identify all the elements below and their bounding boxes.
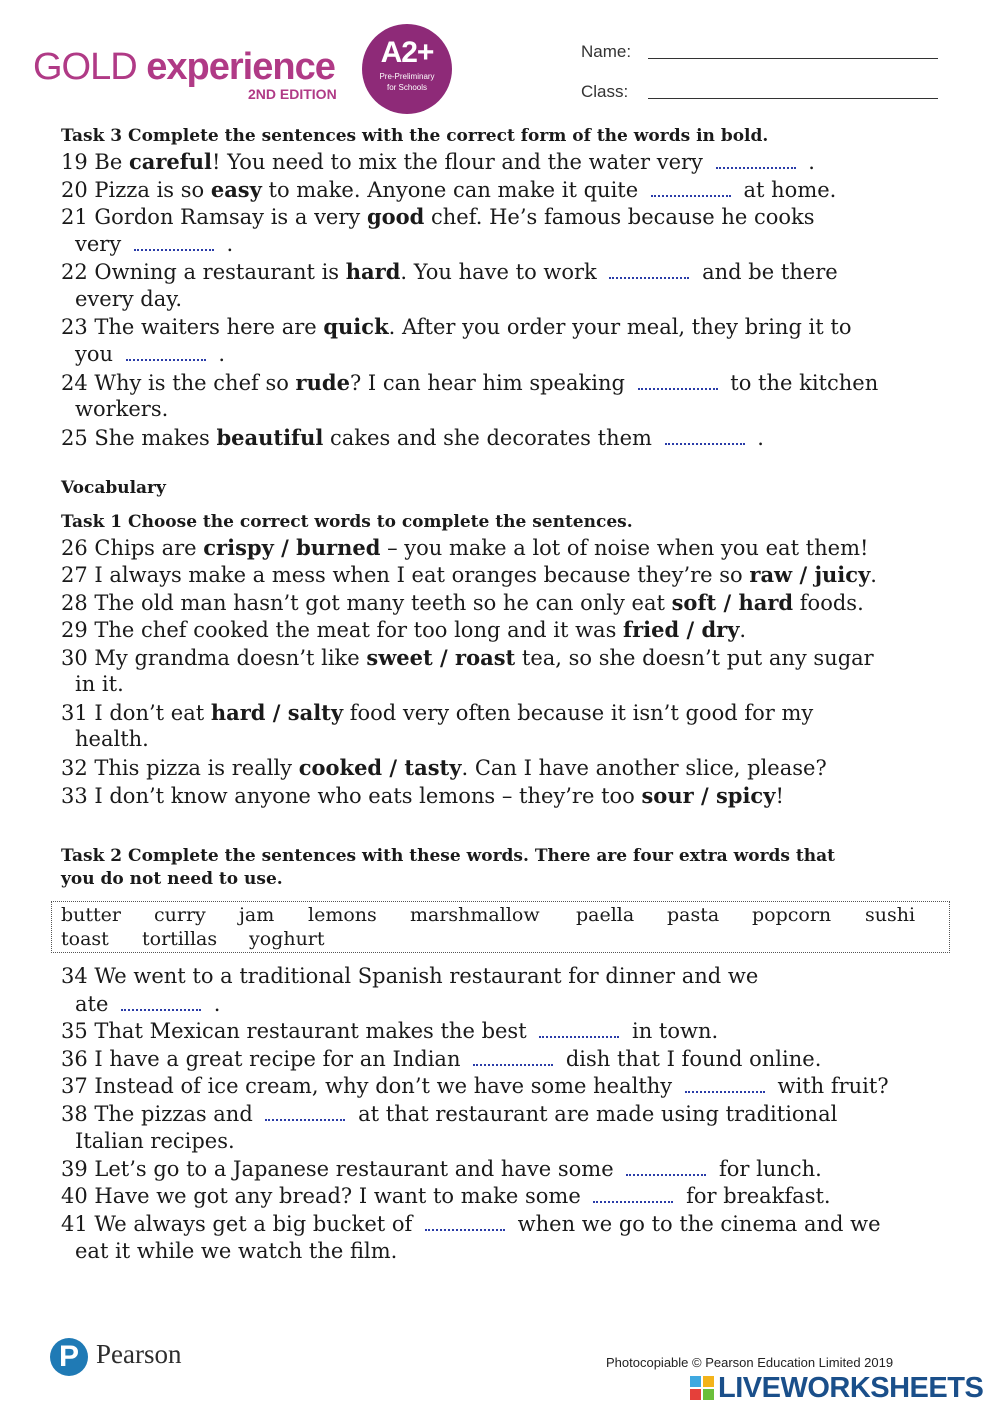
class-label: Class:	[581, 82, 629, 101]
question-21: 21 Gordon Ramsay is a very good chef. He’s famous because he cooks	[61, 204, 815, 229]
option-a[interactable]: sweet	[366, 645, 433, 670]
liveworksheets-logo[interactable]: LIVEWORKSHEETS	[718, 1372, 984, 1404]
option-a[interactable]: cooked	[298, 755, 383, 780]
question-41-cont: eat it while we watch the film.	[75, 1239, 398, 1263]
option-a[interactable]: fried	[623, 617, 680, 642]
question-30: 30 My grandma doesn’t like sweet / roast tea, so she doesn’t put any sugar	[61, 645, 874, 670]
word-bank-item: curry	[154, 904, 206, 926]
option-b[interactable]: spicy	[715, 783, 776, 808]
answer-blank[interactable]	[126, 358, 206, 361]
task1-heading: Task 1 Choose the correct words to complete the sentences.	[61, 512, 633, 532]
gold-experience-logo	[33, 46, 335, 89]
answer-blank[interactable]	[609, 276, 689, 279]
question-27: 27 I always make a mess when I eat oranges because they’re so raw / juicy.	[61, 562, 877, 587]
question-29: 29 The chef cooked the meat for too long and it was fried / dry.	[61, 617, 747, 642]
question-35: 35 That Mexican restaurant makes the best in town.	[61, 1019, 719, 1043]
word-bank-item: lemons	[308, 904, 377, 926]
level-sub-1: Pre-Preliminary	[379, 72, 435, 81]
question-28: 28 The old man hasn’t got many teeth so he can only eat soft / hard foods.	[61, 590, 864, 615]
vocabulary-title: Vocabulary	[61, 478, 166, 498]
question-31-cont: health.	[75, 727, 149, 751]
option-a[interactable]: crispy	[203, 535, 274, 560]
question-25: 25 She makes beautiful cakes and she decorates them .	[61, 425, 764, 450]
option-a[interactable]: sour	[641, 783, 694, 808]
question-20: 20 Pizza is so easy to make. Anyone can make it quite at home.	[61, 177, 837, 202]
class-field[interactable]	[648, 98, 938, 99]
option-a[interactable]: soft	[671, 590, 717, 615]
brand-gold: GOLD	[33, 46, 137, 88]
name-field[interactable]	[648, 58, 938, 59]
option-b[interactable]: salty	[287, 700, 344, 725]
question-33: 33 I don’t know anyone who eats lemons – they’re too sour / spicy!	[61, 783, 784, 808]
question-22-cont: every day.	[75, 287, 183, 311]
copyright-notice: Photocopiable © Pearson Education Limited 2019	[606, 1355, 894, 1370]
answer-blank[interactable]	[665, 442, 745, 445]
question-21-cont: very .	[75, 232, 234, 256]
question-23: 23 The waiters here are quick. After you order your meal, they bring it to	[61, 314, 852, 339]
word-bank-item: butter	[61, 904, 121, 926]
question-24-cont: workers.	[75, 397, 169, 421]
answer-blank[interactable]	[539, 1035, 619, 1038]
question-30-cont: in it.	[75, 672, 124, 696]
answer-blank[interactable]	[121, 1008, 201, 1011]
word-bank	[51, 901, 950, 953]
option-b[interactable]: roast	[455, 645, 516, 670]
question-23-cont: you .	[75, 342, 226, 366]
edition-label: 2ND EDITION	[248, 86, 337, 102]
option-a[interactable]: raw	[749, 562, 793, 587]
question-26: 26 Chips are crispy / burned – you make a lot of noise when you eat them!	[61, 535, 869, 560]
answer-blank[interactable]	[638, 387, 718, 390]
word-bank-item: popcorn	[752, 904, 832, 926]
answer-blank[interactable]	[593, 1200, 673, 1203]
pearson-logo-icon: P	[50, 1338, 88, 1376]
word-bank-item: jam	[239, 904, 275, 926]
question-40: 40 Have we got any bread? I want to make some for breakfast.	[61, 1184, 831, 1208]
answer-blank[interactable]	[716, 166, 796, 169]
brand-experience: experience	[146, 46, 335, 88]
word-bank-item: toast	[61, 928, 109, 950]
question-37: 37 Instead of ice cream, why don’t we have some healthy with fruit?	[61, 1074, 889, 1098]
question-19: 19 Be careful! You need to mix the flour and the water very .	[61, 149, 815, 174]
word-bank-item: pasta	[667, 904, 720, 926]
word-bank-item: yoghurt	[249, 928, 325, 950]
option-b[interactable]: tasty	[404, 755, 462, 780]
task2-heading: Task 2 Complete the sentences with these words. There are four extra words that	[61, 846, 836, 866]
option-a[interactable]: hard	[210, 700, 266, 725]
pearson-wordmark: Pearson	[96, 1339, 182, 1369]
question-39: 39 Let’s go to a Japanese restaurant and have some for lunch.	[61, 1157, 822, 1181]
liveworksheets-icon	[690, 1376, 714, 1400]
word-bank-item: sushi	[865, 904, 916, 926]
option-b[interactable]: hard	[738, 590, 794, 615]
option-b[interactable]: burned	[296, 535, 381, 560]
answer-blank[interactable]	[425, 1228, 505, 1231]
level-code: A2+	[380, 36, 434, 69]
name-label: Name:	[581, 42, 632, 61]
task2-heading-cont: you do not need to use.	[61, 869, 283, 889]
task3-heading: Task 3 Complete the sentences with the correct form of the words in bold.	[61, 126, 769, 146]
answer-blank[interactable]	[651, 194, 731, 197]
question-38: 38 The pizzas and at that restaurant are made using traditional	[61, 1102, 838, 1126]
answer-blank[interactable]	[134, 248, 214, 251]
option-b[interactable]: dry	[701, 617, 740, 642]
question-36: 36 I have a great recipe for an Indian dish that I found online.	[61, 1047, 822, 1071]
question-38-cont: Italian recipes.	[75, 1129, 235, 1153]
question-34: 34 We went to a traditional Spanish restaurant for dinner and we	[61, 964, 759, 988]
question-22: 22 Owning a restaurant is hard. You have to work and be there	[61, 259, 838, 284]
question-34-cont: ate .	[75, 992, 221, 1016]
answer-blank[interactable]	[685, 1090, 765, 1093]
answer-blank[interactable]	[473, 1063, 553, 1066]
option-b[interactable]: juicy	[814, 562, 871, 587]
question-41: 41 We always get a big bucket of when we go to the cinema and we	[61, 1212, 881, 1236]
level-sub-2: for Schools	[386, 83, 428, 92]
level-badge	[362, 24, 452, 114]
answer-blank[interactable]	[626, 1173, 706, 1176]
answer-blank[interactable]	[265, 1118, 345, 1121]
question-32: 32 This pizza is really cooked / tasty. Can I have another slice, please?	[61, 755, 827, 780]
word-bank-item: marshmallow	[410, 904, 540, 926]
word-bank-item: paella	[576, 904, 635, 926]
word-bank-item: tortillas	[142, 928, 218, 950]
question-31: 31 I don’t eat hard / salty food very often because it isn’t good for my	[61, 700, 814, 725]
question-24: 24 Why is the chef so rude? I can hear him speaking to the kitchen	[61, 370, 879, 395]
